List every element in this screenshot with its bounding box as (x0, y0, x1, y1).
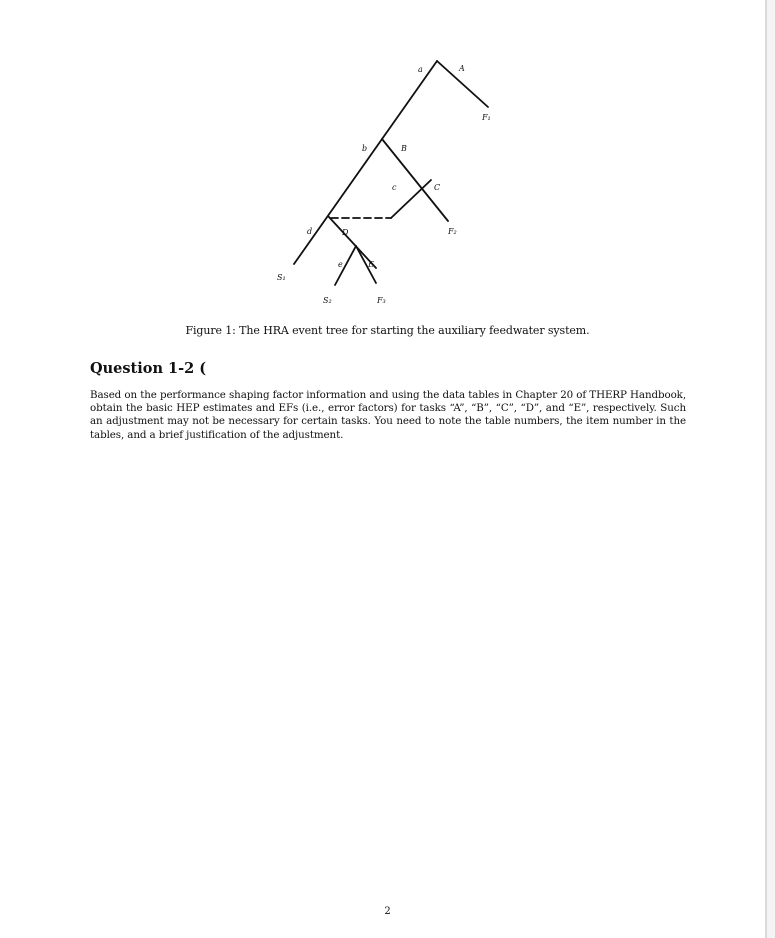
label-E: E (368, 260, 374, 269)
label-a: a (418, 65, 423, 74)
label-F3: F₃ (377, 296, 386, 305)
label-B: B (401, 144, 407, 153)
branch-B (382, 139, 448, 221)
label-S1: S₁ (277, 273, 286, 282)
label-F1: F₁ (482, 113, 491, 122)
label-S2: S₂ (323, 296, 332, 305)
figure-caption: Figure 1: The HRA event tree for starting the auxiliary feedwater system. (185, 324, 590, 337)
label-F2: F₂ (448, 227, 457, 236)
label-d: d (307, 227, 313, 236)
label-A: A (459, 64, 465, 73)
label-e: e (338, 260, 343, 269)
label-c: c (392, 183, 397, 192)
question-heading: Question 1-2 ( (90, 360, 207, 377)
page-number: 2 (384, 906, 391, 917)
hra-event-tree (0, 0, 775, 320)
branch-a (294, 61, 437, 264)
question-body: Based on the performance shaping factor information and using the data tables in Chapter 20 of THERP Handbook, obtain the basic HEP estimates and EFs (i.e., error factors) for tasks “A”, “B”, “C”, “D”, and “E”, respectively. Such an adjustment may not be necessary for certain tasks. You need to note the table numbers, the item number in the tables, and a brief justification of the adjustment. (90, 389, 686, 441)
branch-c (391, 180, 431, 218)
label-C: C (434, 183, 441, 192)
label-b: b (362, 144, 368, 153)
label-D: D (342, 228, 349, 237)
